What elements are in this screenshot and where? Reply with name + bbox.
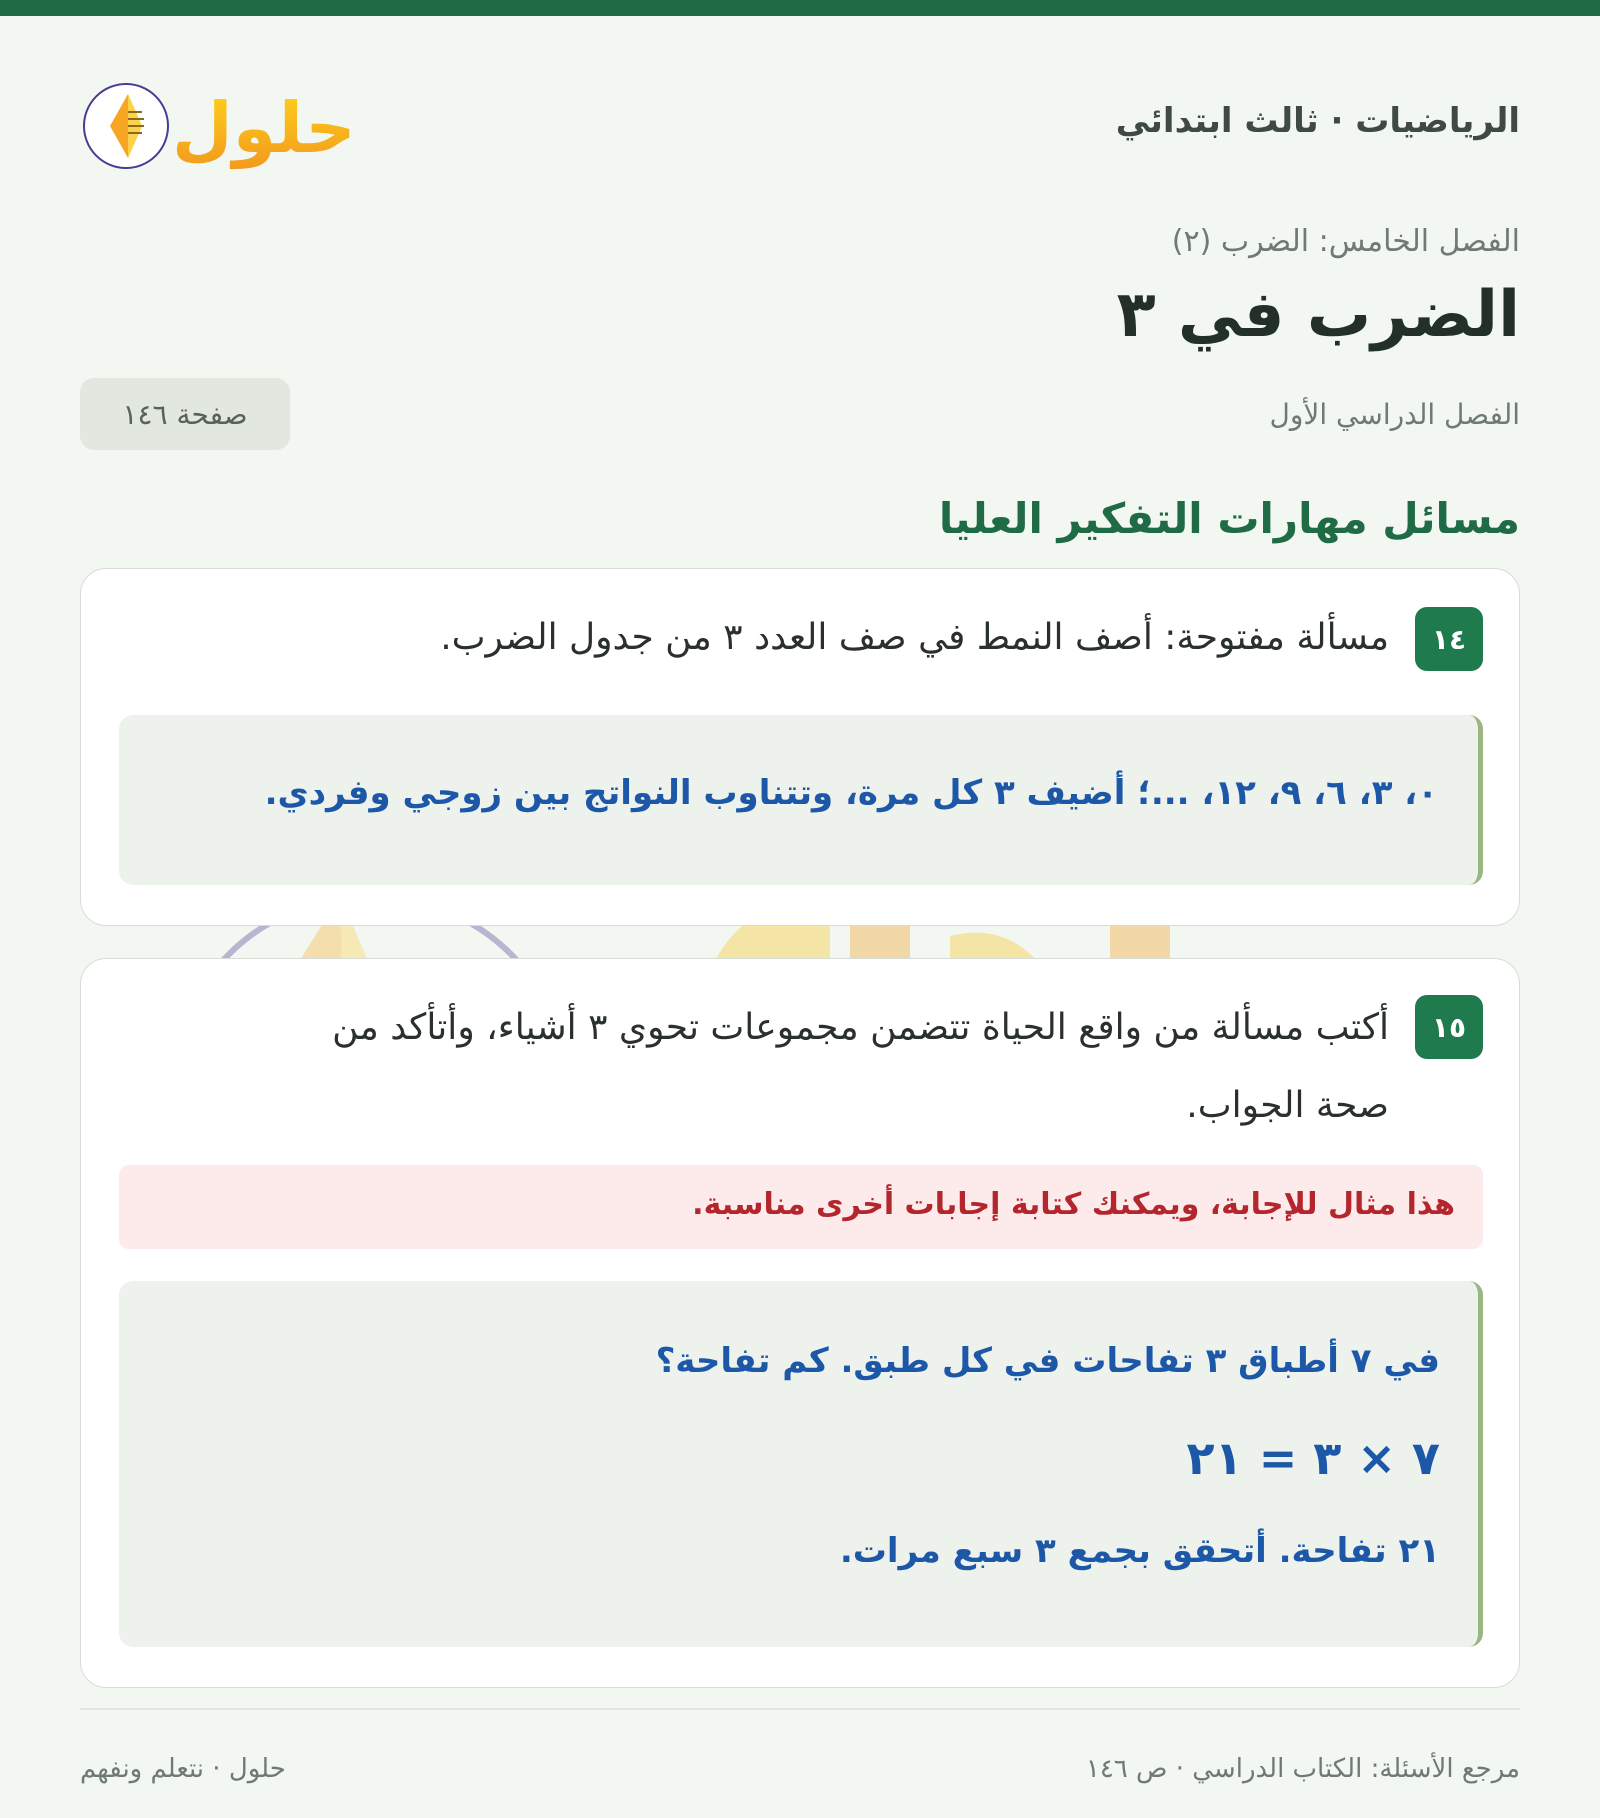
answer-box <box>119 715 1483 885</box>
footer-divider <box>80 1708 1520 1710</box>
page <box>80 16 1520 1818</box>
question-text: مسألة مفتوحة: أصف النمط في صف العدد ٣ من جدول الضرب. <box>440 617 1389 658</box>
answer-box <box>119 1281 1483 1647</box>
answer-line-1: في ٧ أطباق ٣ تفاحات في كل طبق. كم تفاحة؟ <box>655 1341 1440 1381</box>
footer-reference: مرجع الأسئلة: الكتاب الدراسي · ص ١٤٦ <box>1085 1754 1520 1784</box>
answer-equation: ٧ × ٣ = ٢١ <box>1186 1431 1440 1485</box>
question-card-15 <box>80 958 1520 1688</box>
book-diamond-icon <box>84 84 168 168</box>
question-number-badge: ١٥ <box>1415 995 1483 1059</box>
question-number-badge: ١٤ <box>1415 607 1483 671</box>
answer-line-3: ٢١ تفاحة. أتحقق بجمع ٣ سبع مرات. <box>839 1531 1440 1571</box>
example-note-text: هذا مثال للإجابة، ويمكنك كتابة إجابات أخرى مناسبة. <box>692 1187 1455 1222</box>
question-card-14 <box>80 568 1520 926</box>
example-note-band <box>119 1165 1483 1249</box>
chapter-title: الفصل الخامس: الضرب (٢) <box>1171 224 1520 259</box>
question-text-line-2: صحة الجواب. <box>1186 1085 1389 1126</box>
footer-tagline: حلول · نتعلم ونفهم <box>80 1754 286 1784</box>
page-number-badge: صفحة ١٤٦ <box>80 378 290 450</box>
top-accent-bar <box>0 0 1600 16</box>
question-text-line-1: أكتب مسألة من واقع الحياة تتضمن مجموعات تحوي ٣ أشياء، وأتأكد من <box>332 1007 1389 1048</box>
answer-text: ٠، ٣، ٦، ٩، ١٢، ...؛ أضيف ٣ كل مرة، وتتناوب النواتج بين زوجي وفردي. <box>264 773 1438 813</box>
subject-grade: الرياضيات · ثالث ابتدائي <box>1115 101 1520 141</box>
logo-text: حلول <box>172 87 356 169</box>
section-title: مسائل مهارات التفكير العليا <box>938 494 1520 543</box>
lesson-title: الضرب في ٣ <box>1116 278 1520 352</box>
brand-logo[interactable] <box>80 66 380 176</box>
term-label: الفصل الدراسي الأول <box>1269 398 1520 431</box>
